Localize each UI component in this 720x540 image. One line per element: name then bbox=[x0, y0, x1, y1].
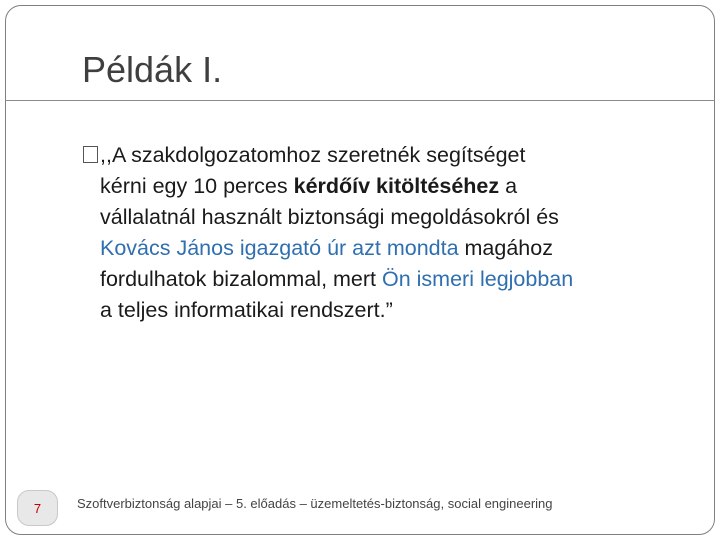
body-line-3 bbox=[83, 202, 703, 233]
body-line-1 bbox=[83, 140, 703, 171]
body-line-2 bbox=[83, 171, 703, 202]
title-divider bbox=[5, 100, 715, 101]
body-text-2a: kérni egy 10 perces bbox=[100, 174, 294, 198]
body-text-5a: fordulhatok bizalommal, mert bbox=[100, 267, 382, 291]
body-text-2c: a bbox=[499, 174, 518, 198]
footer-text: Szoftverbiztonság alapjai – 5. előadás – üzemeltetés-biztonság, social engineering bbox=[77, 496, 553, 511]
body-text-3: vállalatnál használt biztonsági megoldásokról és bbox=[100, 205, 559, 229]
quote-body bbox=[83, 140, 703, 326]
body-text-1: ,,A szakdolgozatomhoz szeretnék segítséget bbox=[100, 143, 526, 167]
body-highlight-director: Kovács János igazgató úr azt mondta bbox=[100, 236, 459, 260]
page-number-badge bbox=[17, 490, 58, 526]
body-emphasis-survey: kérdőív kitöltéséhez bbox=[293, 174, 500, 198]
body-text-4b: magához bbox=[458, 236, 553, 260]
square-bullet-icon bbox=[83, 146, 98, 163]
page-number: 7 bbox=[33, 500, 42, 516]
body-highlight-knows-best: Ön ismeri legjobban bbox=[382, 267, 574, 291]
body-text-6: a teljes informatikai rendszert.” bbox=[100, 298, 393, 322]
body-line-5 bbox=[83, 264, 703, 295]
body-line-6 bbox=[83, 295, 703, 326]
slide-title: Példák I. bbox=[82, 49, 223, 90]
body-line-4 bbox=[83, 233, 703, 264]
